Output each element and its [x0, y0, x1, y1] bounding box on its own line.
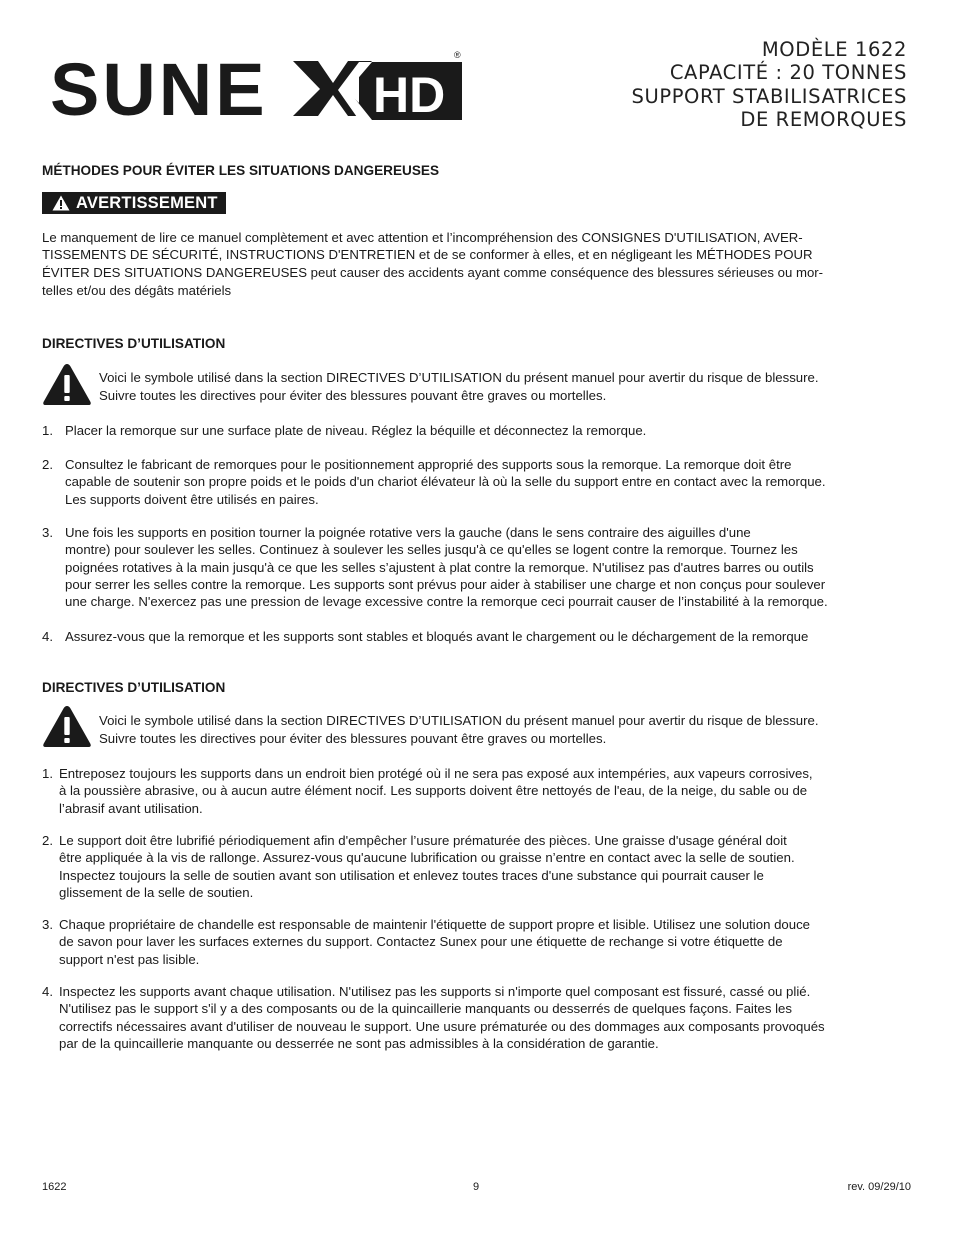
exclamation-triangle-icon — [42, 362, 92, 407]
footer-page-number: 9 — [473, 1181, 480, 1193]
footer-revision: rev. 09/29/10 — [847, 1181, 911, 1193]
section1-item-3 — [42, 524, 828, 610]
item-line: Entreposez toujours les supports dans un endroit bien protégé où il ne sera pas exposé aux intempéries, aux vapeurs corrosives, — [59, 766, 813, 781]
item-line: Assurez-vous que la remorque et les supports sont stables et bloqués avant le chargement ou le déchargement de la remorque — [65, 629, 809, 644]
item-number: 1. — [42, 766, 53, 781]
safety-paragraph — [42, 229, 902, 299]
item-line: Chaque propriétaire de chandelle est responsable de maintenir l'étiquette de support propre et lisible. Utilisez une solution douce — [59, 917, 811, 932]
sunex-hd-logo — [50, 52, 465, 124]
item-line: correctifs nécessaires avant d'utiliser de nouveau le support. Une usure prématurée ou des dommages aux composants provoqués — [59, 1018, 825, 1034]
item-line: Consultez le fabricant de remorques pour le positionnement approprié des supports sous la remorque. La remorque doit être — [65, 457, 792, 472]
item-number: 3. — [42, 917, 53, 932]
section2-heading: DIRECTIVES D’UTILISATION — [42, 680, 226, 695]
item-line: à la poussière abrasive, ou à aucun autre élément nocif. Les supports doivent être nettoyés de l'eau, de la neige, du sable ou de — [59, 783, 808, 799]
section1-item-1 — [42, 422, 646, 439]
notice-line: Suivre toutes les directives pour éviter des blessures pouvant être graves ou mortelles. — [99, 387, 607, 403]
item-number: 4. — [42, 629, 53, 644]
title-line-model: MODÈLE 1622 — [761, 38, 907, 61]
footer-model: 1622 — [42, 1181, 67, 1193]
item-line: Le support doit être lubrifié périodiquement afin d'empêcher l’usure prématurée des pièces. Une graisse d'usage général doit — [59, 833, 787, 848]
item-line: Placer la remorque sur une surface plate de niveau. Réglez la béquille et déconnectez la remorque. — [65, 423, 647, 438]
item-line: être appliquée à la vis de rallonge. Assurez-vous qu'aucune lubrification ou graisse n’entre en contact avec la selle de soutien. — [59, 850, 795, 866]
registered-mark: ® — [454, 50, 461, 60]
item-line: par de la quincaillerie manquante ou desserrée ne sont pas admissibles à la considération de garantie. — [59, 1035, 659, 1051]
item-line: glissement de la selle de soutien. — [59, 884, 254, 900]
safety-line: telles et/ou des dégâts matériels — [42, 282, 232, 298]
safety-line: ÉVITER DES SITUATIONS DANGEREUSES peut causer des accidents ayant comme conséquence des blessures sérieuses ou mor- — [42, 264, 824, 280]
section2-item-4 — [42, 983, 825, 1052]
item-line: Inspectez toujours la selle de soutien avant son utilisation et enlevez toutes traces d'une substance qui pourrait causer le — [59, 867, 764, 883]
item-line: Les supports doivent être utilisés en paires. — [65, 491, 319, 507]
item-line: l’abrasif avant utilisation. — [59, 800, 203, 816]
item-line: capable de soutenir son propre poids et le poids d'un chariot élévateur là où la selle du support entre en contact avec la remorque. — [65, 474, 826, 490]
section2-item-1 — [42, 765, 813, 817]
item-number: 3. — [42, 525, 53, 540]
item-line: support n'est pas lisible. — [59, 951, 200, 967]
warning-badge-label: AVERTISSEMENT — [76, 193, 218, 212]
notice-line: Suivre toutes les directives pour éviter des blessures pouvant être graves ou mortelles. — [99, 730, 607, 746]
warning-badge — [42, 192, 226, 214]
section2-notice — [99, 712, 819, 747]
item-line: poignées rotatives à la main jusqu'à ce que les selles s’ajustent à plat contre la remorque. N'utilisez pas d'autres barres ou outils — [65, 559, 814, 575]
item-line: de savon pour laver les surfaces externes du support. Contactez Sunex pour une étiquette de rechange si votre étiquette de — [59, 934, 783, 950]
warning-triangle-icon — [52, 195, 70, 211]
section1-heading: DIRECTIVES D’UTILISATION — [42, 336, 226, 351]
section1-item-4 — [42, 628, 808, 645]
item-line: pour serrer les selles contre la remorque. Les supports sont prévus pour aider à stabiliser une charge et non conçus pour soulever — [65, 576, 826, 592]
safety-line: TISSEMENTS DE SÉCURITÉ, INSTRUCTIONS D'ENTRETIEN et de se conformer à elles, et en négligeant les MÉTHODES POUR — [42, 247, 813, 263]
item-number: 4. — [42, 984, 53, 999]
sunex-hd-logo-graphic — [50, 52, 465, 124]
title-line-product-2: DE REMORQUES — [740, 107, 907, 131]
item-number: 1. — [42, 423, 53, 438]
notice-line: Voici le symbole utilisé dans la section DIRECTIVES D’UTILISATION du présent manuel pour avertir du risque de blessure. — [99, 713, 819, 728]
exclamation-triangle-icon — [42, 704, 92, 749]
safety-line: Le manquement de lire ce manuel complètement et avec attention et l’incompréhension des CONSIGNES D'UTILISATION, AVER- — [42, 230, 803, 245]
item-number: 2. — [42, 833, 53, 848]
item-line: Inspectez les supports avant chaque utilisation. N'utilisez pas les supports si n'importe quel composant est fissuré, cassé ou plié. — [59, 984, 811, 999]
title-line-product: SUPPORT STABILISATRICES — [631, 84, 907, 108]
safety-heading: MÉTHODES POUR ÉVITER LES SITUATIONS DANGEREUSES — [42, 163, 440, 178]
item-number: 2. — [42, 457, 53, 472]
item-line: N'utilisez pas le support s'il y a des composants ou de la quincaillerie manquants ou desserrés de quelques façons. Faites les — [59, 1001, 792, 1017]
section1-notice — [99, 369, 819, 404]
section2-item-2 — [42, 832, 795, 901]
item-line: une charge. N'exercez pas une pression de levage excessive contre la remorque ceci pourrait causer de l’instabilité à la remorque. — [65, 594, 828, 610]
section2-item-3 — [42, 916, 810, 968]
title-line-capacity: CAPACITÉ : 20 TONNES — [669, 61, 907, 85]
svg-text:HD: HD — [373, 67, 446, 123]
item-line: Une fois les supports en position tourner la poignée rotative vers la gauche (dans le sens contraire des aiguilles d'une — [65, 525, 751, 540]
section1-item-2 — [42, 456, 826, 508]
svg-text:SUNE: SUNE — [50, 52, 268, 124]
item-line: montre) pour soulever les selles. Continuez à soulever les selles jusqu'à ce qu'elles se logent contre la remorque. Tournez les — [65, 542, 798, 558]
notice-line: Voici le symbole utilisé dans la section DIRECTIVES D’UTILISATION du présent manuel pour avertir du risque de blessure. — [99, 370, 819, 385]
document-title — [631, 38, 907, 131]
